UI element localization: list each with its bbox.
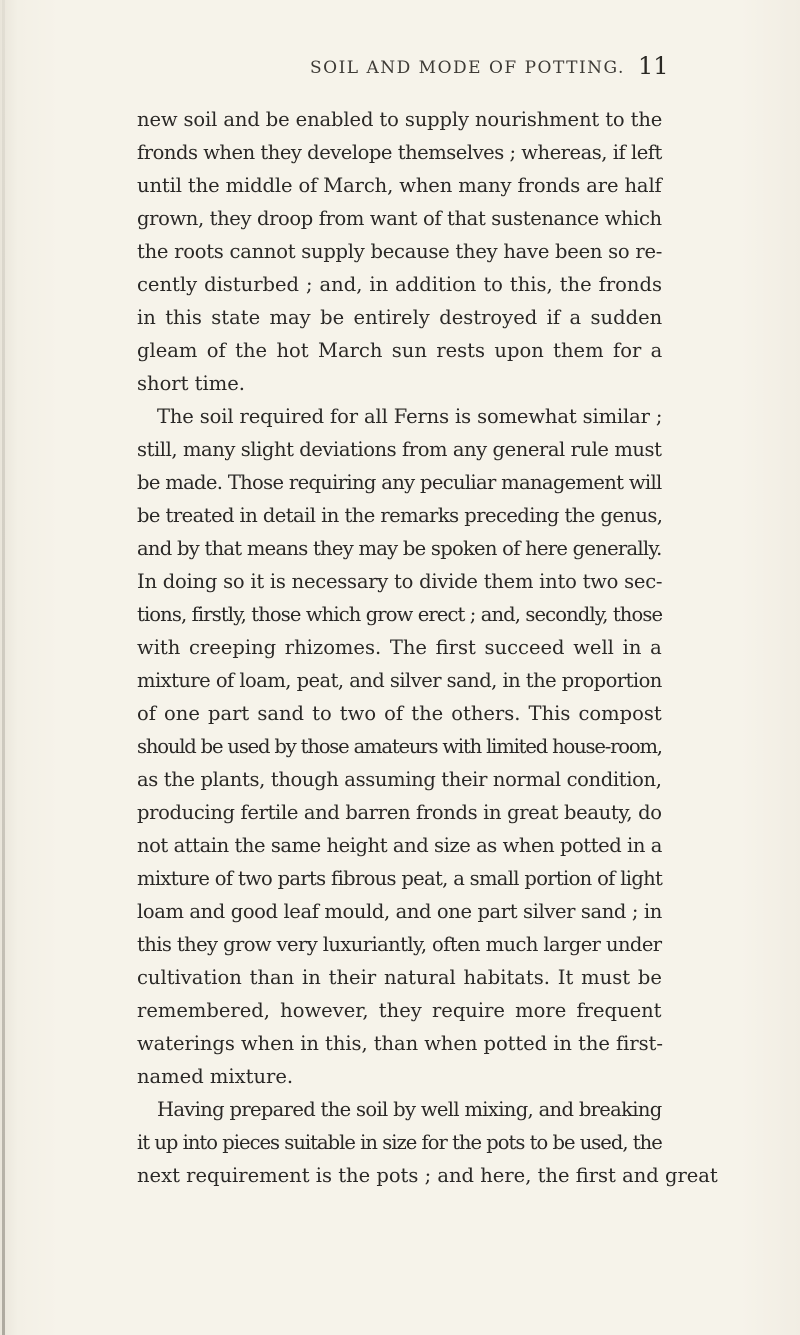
text-line-31: Having prepared the soil by well mixing, and breaking — [157, 1098, 662, 1121]
text-line-30: named mixture. — [137, 1065, 294, 1088]
text-line-23: not attain the same height and size as when potted in a — [137, 834, 662, 857]
page-gutter-shadow — [2, 0, 5, 1335]
text-line-33: next requirement is the pots ; and here, the first and great — [137, 1164, 718, 1187]
page-number: 11 — [638, 52, 669, 80]
text-line-21: as the plants, though assuming their normal condition, — [137, 768, 662, 791]
text-line-10: The soil required for all Ferns is somewhat similar ; — [157, 405, 663, 428]
text-line-26: this they grow very luxuriantly, often much larger under — [137, 933, 662, 956]
text-line-9: short time. — [137, 372, 245, 395]
text-line-6: cently disturbed ; and, in addition to this, the fronds — [137, 273, 662, 296]
text-line-1: new soil and be enabled to supply nourishment to the — [137, 108, 663, 131]
text-line-13: be treated in detail in the remarks preceding the genus, — [137, 504, 663, 527]
running-head-title: SOIL AND MODE OF POTTING. — [310, 58, 625, 78]
text-line-11: still, many slight deviations from any general rule must — [137, 438, 662, 461]
text-line-32: it up into pieces suitable in size for the pots to be used, the — [137, 1131, 662, 1154]
text-line-8: gleam of the hot March sun rests upon them for a — [137, 339, 663, 362]
text-line-3: until the middle of March, when many fronds are half — [137, 174, 662, 197]
text-line-17: with creeping rhizomes. The first succeed well in a — [137, 636, 662, 659]
text-line-4: grown, they droop from want of that sustenance which — [137, 207, 662, 230]
text-line-16: tions, firstly, those which grow erect ; and, secondly, those — [137, 603, 663, 626]
text-line-29: waterings when in this, than when potted in the first- — [137, 1032, 663, 1055]
text-line-27: cultivation than in their natural habitats. It must be — [137, 966, 662, 989]
text-line-7: in this state may be entirely destroyed if a sudden — [137, 306, 663, 329]
text-line-5: the roots cannot supply because they have been so re- — [137, 240, 663, 263]
text-line-18: mixture of loam, peat, and silver sand, in the proportion — [137, 669, 662, 692]
text-line-20: should be used by those amateurs with limited house-room, — [137, 735, 662, 758]
text-line-14: and by that means they may be spoken of here generally. — [137, 537, 662, 560]
text-line-25: loam and good leaf mould, and one part silver sand ; in — [137, 900, 662, 923]
running-head — [0, 44, 800, 84]
text-line-12: be made. Those requiring any peculiar management will — [137, 471, 662, 494]
text-line-22: producing fertile and barren fronds in great beauty, do — [137, 801, 662, 824]
text-line-28: remembered, however, they require more frequent — [137, 999, 662, 1022]
text-line-2: fronds when they develope themselves ; whereas, if left — [137, 141, 662, 164]
text-line-19: of one part sand to two of the others. This compost — [137, 702, 662, 725]
text-line-24: mixture of two parts fibrous peat, a small portion of light — [137, 867, 663, 890]
text-line-15: In doing so it is necessary to divide them into two sec- — [137, 570, 663, 593]
